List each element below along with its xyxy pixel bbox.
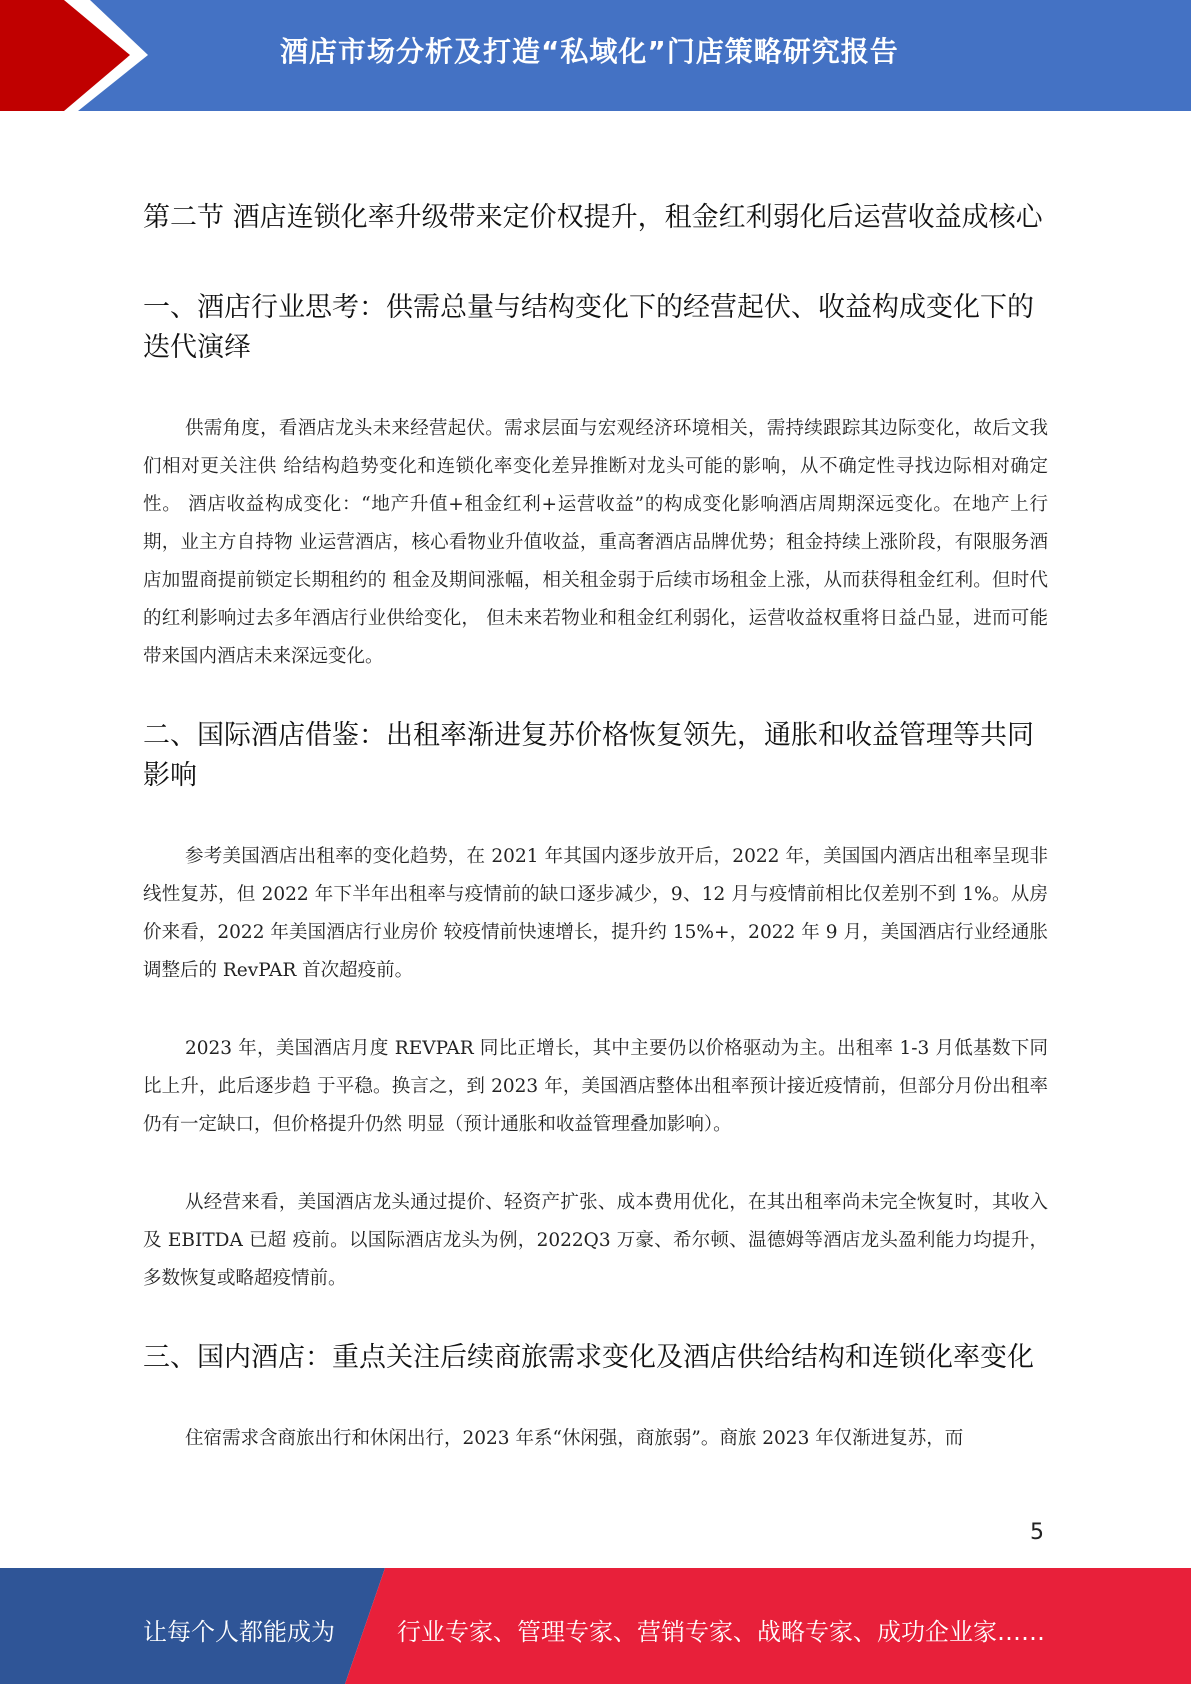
paragraph: 2023 年，美国酒店月度 REVPAR 同比正增长，其中主要仍以价格驱动为主。出租率 1-3 月低基数下同比上升，此后逐步趋 于平稳。换言之，到 2023 年，美国酒店整体出租率预计接近疫情前，但部分月份出租率仍有一定缺口，但价格提升仍然 明显（预计通胀和收益管理叠加影响）。 xyxy=(143,1038,1048,1135)
page-content xyxy=(143,198,1048,1458)
section-title: 第二节 酒店连锁化率升级带来定价权提升，租金红利弱化后运营收益成核心 xyxy=(143,202,1043,233)
heading-part-3: 三、国内酒店：重点关注后续商旅需求变化及酒店供给结构和连锁化率变化 xyxy=(143,1342,1034,1373)
page-footer xyxy=(0,1568,1191,1684)
paragraph: 从经营来看，美国酒店龙头通过提价、轻资产扩张、成本费用优化，在其出租率尚未完全恢复时，其收入及 EBITDA 已超 疫前。以国际酒店龙头为例，2022Q3 万豪、希尔顿、温德姆等酒店龙头盈利能力均提升，多数恢复或略超疫情前。 xyxy=(143,1192,1048,1289)
page-header xyxy=(0,0,1191,111)
header-title: 酒店市场分析及打造“私域化”门店策略研究报告 xyxy=(280,35,899,68)
footer-slogan-left: 让每个人都能成为 xyxy=(143,1618,335,1646)
footer-slogan-right: 行业专家、管理专家、营销专家、战略专家、成功企业家…… xyxy=(397,1618,1045,1646)
paragraph: 住宿需求含商旅出行和休闲出行，2023 年系“休闲强，商旅弱”。商旅 2023 年仅渐进复苏，而 xyxy=(185,1428,964,1449)
page-number: 5 xyxy=(1030,1520,1044,1545)
heading-part-1: 一、酒店行业思考：供需总量与结构变化下的经营起伏、收益构成变化下的迭代演绎 xyxy=(143,292,1034,363)
paragraph: 供需角度，看酒店龙头未来经营起伏。需求层面与宏观经济环境相关，需持续跟踪其边际变化，故后文我们相对更关注供 给结构趋势变化和连锁化率变化差异推断对龙头可能的影响，从不确定性寻找边际相对确定性。 酒店收益构成变化：“地产升值+租金红利+运营收益”的构成变化影响酒店周期深远变化。在地产上行期，业主方自持物 业运营酒店，核心看物业升值收益，重高奢酒店品牌优势；租金持续上涨阶段，有限服务酒店加盟商提前锁定长期租约的 租金及期间涨幅，相关租金弱于后续市场租金上涨，从而获得租金红利。但时代的红利影响过去多年酒店行业供给变化， 但未来若物业和租金红利弱化，运营收益权重将日益凸显，进而可能带来国内酒店未来深远变化。 xyxy=(143,418,1048,667)
heading-part-2: 二、国际酒店借鉴：出租率渐进复苏价格恢复领先，通胀和收益管理等共同影响 xyxy=(143,720,1034,791)
paragraph: 参考美国酒店出租率的变化趋势，在 2021 年其国内逐步放开后，2022 年，美国国内酒店出租率呈现非线性复苏，但 2022 年下半年出租率与疫情前的缺口逐步减少，9、12 月与疫情前相比仅差别不到 1%。从房价来看，2022 年美国酒店行业房价 较疫情前快速增长，提升约 15%+，2022 年 9 月，美国酒店行业经通胀调整后的 RevPAR 首次超疫前。 xyxy=(143,846,1048,981)
